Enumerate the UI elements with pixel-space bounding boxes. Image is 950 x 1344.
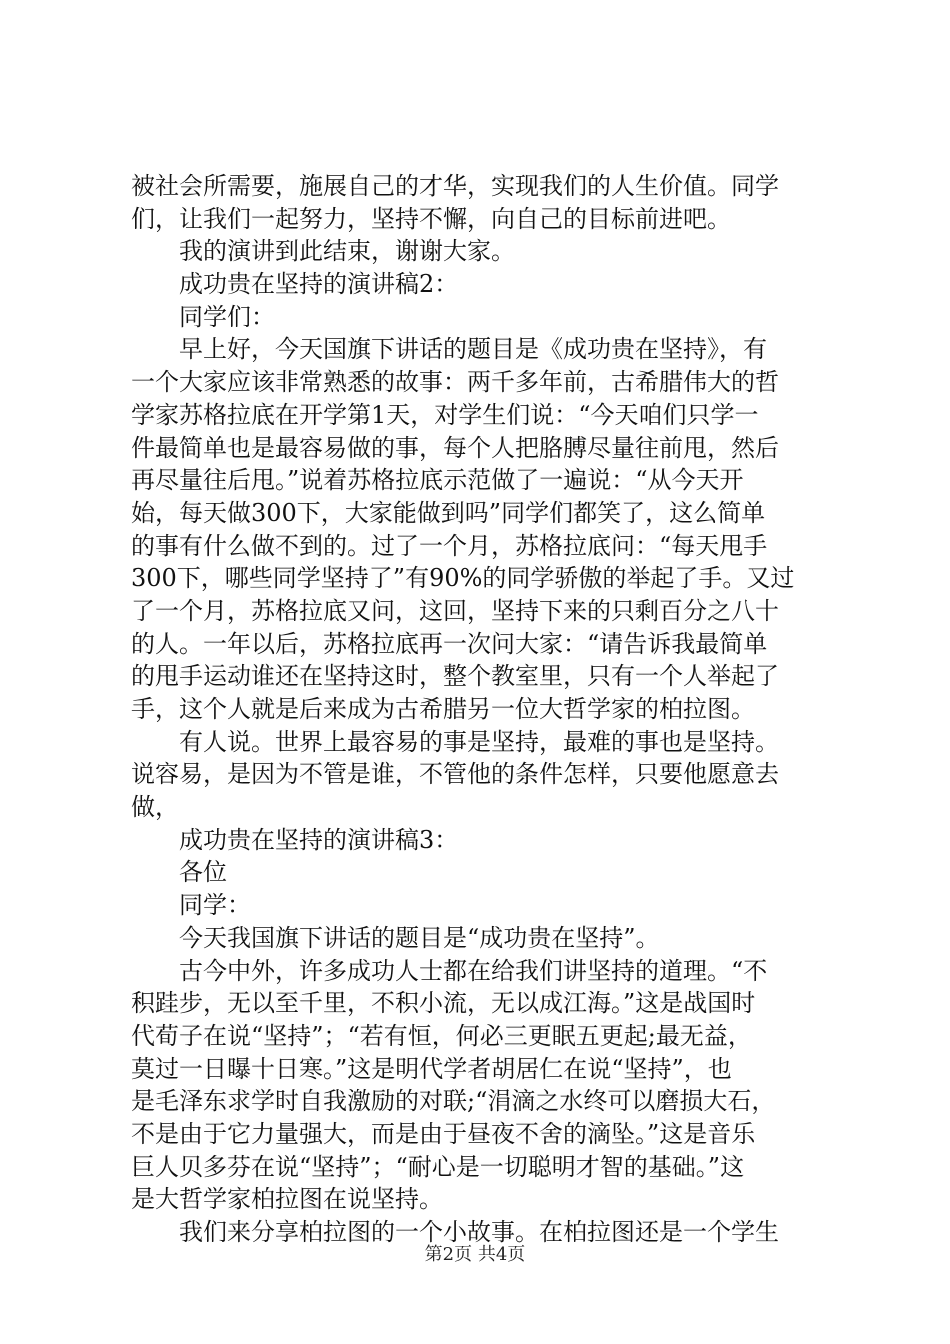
text-line: 不是由于它力量强大，而是由于昼夜不舍的滴坠。”这是音乐 [131,1119,756,1148]
section-heading: 成功贵在坚持的演讲稿3： [179,825,459,854]
text-line: 件最简单也是最容易做的事，每个人把胳膊尽量往前甩，然后 [131,433,779,462]
text-line: 再尽量往后甩。”说着苏格拉底示范做了一遍说：“从今天开 [131,466,744,495]
text-line: 古今中外，许多成功人士都在给我们讲坚持的道理。“不 [179,956,768,985]
text-line: 莫过一日曝十日寒。”这是明代学者胡居仁在说“坚持”，也 [131,1054,732,1083]
text-line: 巨人贝多芬在说“坚持”；“耐心是一切聪明才智的基础。”这 [131,1152,745,1181]
text-line: 各位 [179,858,227,887]
text-line: 的甩手运动谁还在坚持这时，整个教室里，只有一个人举起了 [131,662,779,691]
text-line: 早上好，今天国旗下讲话的题目是《成功贵在坚持》，有 [179,335,767,364]
text-line: 是大哲学家柏拉图在说坚持。 [131,1185,443,1214]
text-line: 学家苏格拉底在开学第1天，对学生们说：“今天咱们只学一 [131,400,759,429]
text-line: 同学： [179,891,251,920]
section-heading: 成功贵在坚持的演讲稿2： [179,270,459,299]
text-line: 被社会所需要，施展自己的才华，实现我们的人生价值。同学 [131,172,779,200]
text-line: 我们来分享柏拉图的一个小故事。在柏拉图还是一个学生 [179,1218,779,1246]
text-line: 的事有什么做不到的。过了一个月，苏格拉底问：“每天甩手 [131,531,768,560]
text-line: 们，让我们一起努力，坚持不懈，向自己的目标前进吧。 [131,204,731,233]
page-number-footer: 第2页 共4页 [424,1244,526,1265]
text-line: 同学们： [179,302,275,331]
text-line: 300下，哪些同学坚持了”有90%的同学骄傲的举起了手。又过 [131,564,795,593]
text-line: 做， [131,793,179,822]
text-line: 手，这个人就是后来成为古希腊另一位大哲学家的柏拉图。 [131,695,755,723]
text-line: 了一个月，苏格拉底又问，这回，坚持下来的只剩百分之八十 [131,596,779,625]
text-line: 一个大家应该非常熟悉的故事：两千多年前，古希腊伟大的哲 [131,368,779,397]
text-line: 的人。一年以后，苏格拉底再一次问大家：“请告诉我最简单 [131,629,768,658]
text-line: 代荀子在说“坚持”；“若有恒，何必三更眠五更起;最无益， [131,1021,752,1050]
text-line: 今天我国旗下讲话的题目是“成功贵在坚持”。 [179,923,660,952]
text-line: 积跬步，无以至千里，不积小流，无以成江海。”这是战国时 [131,989,756,1018]
document-body [131,170,831,1249]
text-line: 说容易，是因为不管是谁，不管他的条件怎样，只要他愿意去 [131,760,779,789]
text-line: 是毛泽东求学时自我激励的对联;“涓滴之水终可以磨损大石， [131,1087,776,1116]
text-line: 我的演讲到此结束，谢谢大家。 [179,237,515,266]
text-line: 有人说。世界上最容易的事是坚持，最难的事也是坚持。 [179,727,779,756]
text-line: 始，每天做300下，大家能做到吗”同学们都笑了，这么简单 [131,498,766,527]
